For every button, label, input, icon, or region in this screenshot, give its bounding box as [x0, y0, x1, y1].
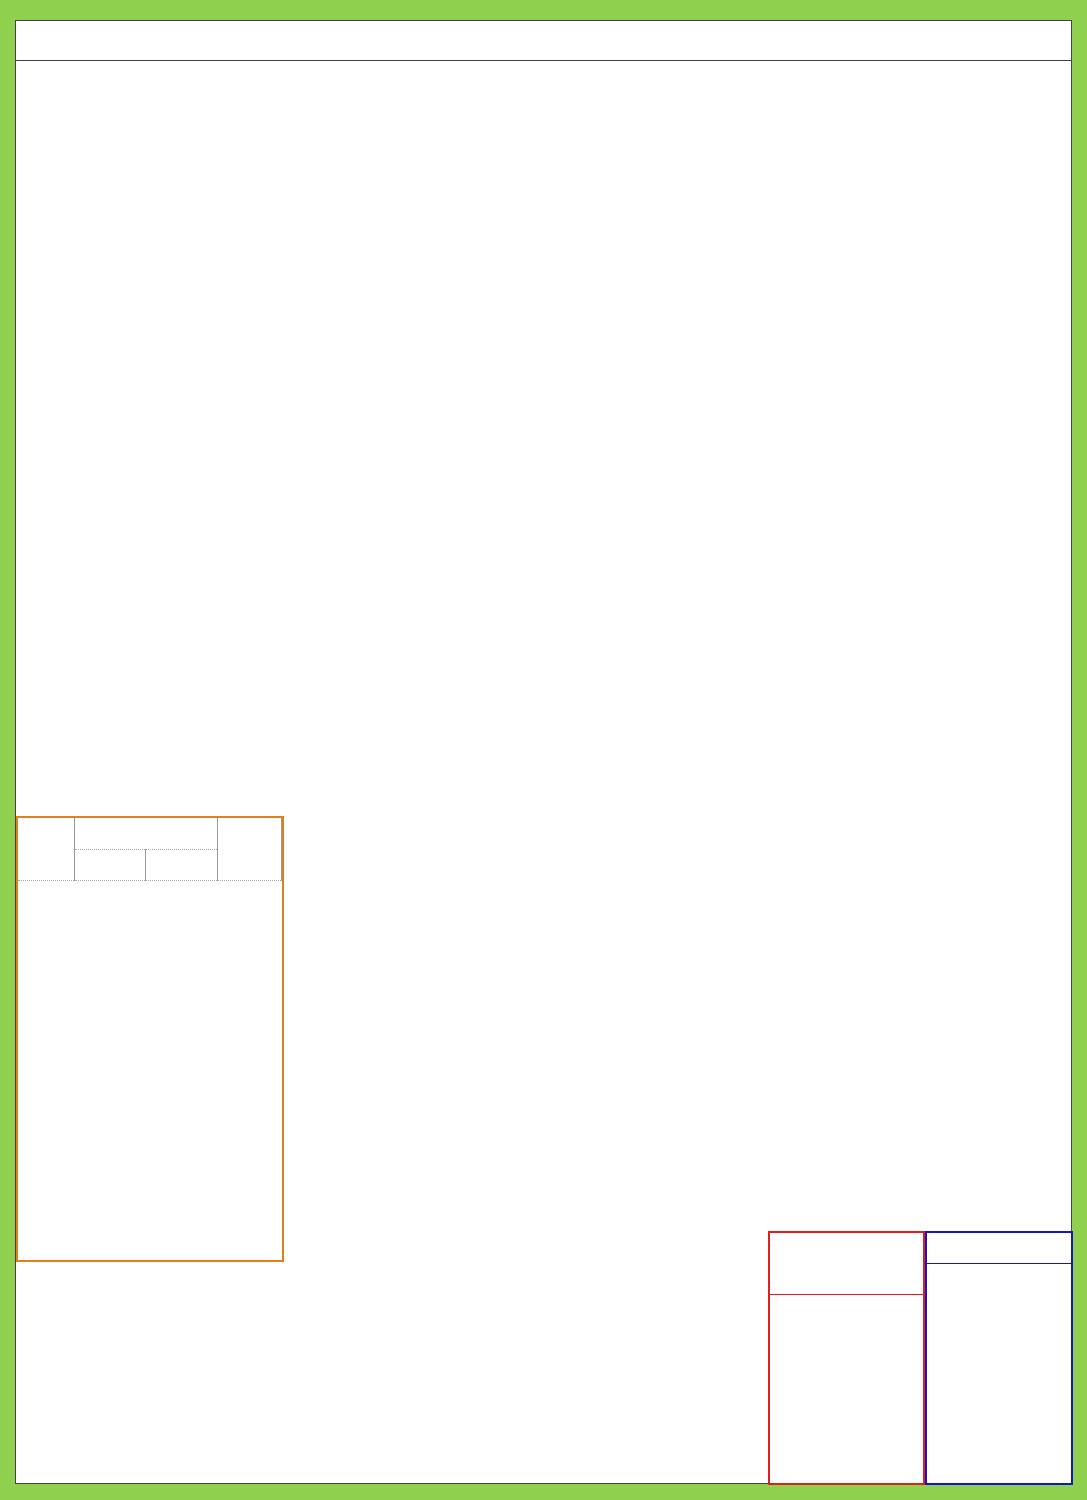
- miss-count-table: [286, 816, 1073, 1231]
- segment-title: [927, 1233, 1071, 1264]
- stats-sheet: [15, 20, 1072, 1484]
- draw-table: [16, 61, 1073, 802]
- header-count: [74, 818, 218, 849]
- header-before: [74, 849, 146, 880]
- limit-title: [770, 1233, 923, 1295]
- zodiac-number-grid: [16, 1293, 768, 1485]
- zodiac-count-table: [16, 816, 284, 1262]
- header-zodiac: [18, 818, 74, 881]
- note: [16, 1262, 768, 1293]
- page-title: [16, 21, 1071, 61]
- segment-table: [925, 1231, 1073, 1485]
- limit-table: [768, 1231, 925, 1485]
- header-recent: [218, 818, 282, 881]
- header-after: [146, 849, 218, 880]
